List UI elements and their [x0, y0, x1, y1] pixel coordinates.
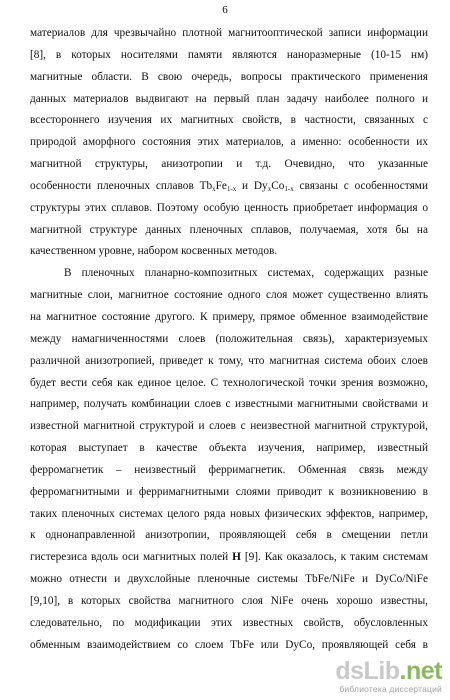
text-line: будет вести себя как единое целое. С технологической точки зрения возможно, — [30, 376, 428, 389]
text-line: структуры этих сплавов. Поэтому особую ценность приобретает информация о — [30, 201, 428, 214]
field-line — [30, 547, 428, 569]
text-line: материалов для чрезвычайно плотной магнитооптической записи информации — [30, 27, 428, 39]
watermark-subtitle: библиотека диссертаций — [339, 684, 442, 694]
logo-accent: .net — [399, 657, 442, 685]
text-line: природой аморфного состояния этих материалов, а именно: особенности их — [30, 136, 428, 149]
text-run: Co — [271, 179, 285, 192]
paragraph-1 — [30, 23, 428, 263]
text-run: связаны с особенностями — [293, 179, 428, 192]
logo-main: dsLib — [335, 657, 400, 685]
subscript: 1-x — [284, 184, 294, 193]
text-line: к однонаправленной анизотропии, проявляющей себя в смещении петли — [30, 529, 428, 542]
text-line: ферромагнитными и ферримагнитными слоями приводит к возникновению в — [30, 485, 428, 498]
text-line: В пленочных планарно-композитных системах, содержащих разные — [64, 267, 428, 280]
text-line: можно отнести и двухслойные пленочные системы TbFe/NiFe и DyCo/NiFe — [30, 573, 428, 586]
text-run: гистерезиса вдоль оси магнитных полей — [30, 551, 233, 564]
text-line: таких пленочных системах целого ряда новых физических эффектов, например, — [30, 507, 428, 520]
text-line: магнитной структуре данных пленочных сплавов, получаемая, хотя бы на — [30, 223, 428, 236]
text-line: которая выступает в качестве объекта изучения, например, известный — [30, 442, 428, 455]
text-line: между намагниченностями слоев (положительная связь), характеризуемых — [30, 332, 428, 345]
page-number: 6 — [222, 4, 228, 16]
text-line: известной магнитной структурой и слоев с неизвестной магнитной структурой, — [30, 420, 428, 433]
watermark-logo — [324, 658, 442, 684]
text-line: различной анизотропией, приведет к тому, что магнитная система обоих слоев — [30, 354, 428, 367]
subscript: x — [267, 184, 272, 193]
text-line: магнитные области. В свою очередь, вопросы практического применения — [30, 70, 428, 83]
paragraph-2 — [30, 263, 428, 656]
subscript: 1-x — [226, 184, 237, 193]
text-line: качественном уровне, набором косвенных методов. — [30, 245, 278, 258]
text-line: например, получать комбинации слоев с известными магнитными свойствами и — [30, 398, 428, 411]
text-line: обменным взаимодействием со слоем TbFe или DyCo, проявляющей себя в — [30, 638, 428, 651]
text-line: ферромагнетик – неизвестный ферримагнетик. Обменная связь между — [30, 463, 428, 476]
document-body — [30, 23, 428, 656]
dslib-watermark[interactable] — [324, 658, 442, 694]
text-line: магнитной структуры, анизотропии и т.д. Очевидно, что указанные — [30, 158, 428, 171]
text-line: следовательно, по модификации этих известных свойств, обусловленных — [30, 616, 428, 629]
formula-line — [30, 176, 428, 198]
text-run: Fe — [215, 179, 227, 192]
text-line: данных материалов выдвигают на первый план задачу наиболее полного и — [30, 92, 428, 105]
subscript: x — [212, 184, 216, 193]
text-line: [9,10], в которых свойства магнитного слоя NiFe очень хорошо известны, — [30, 594, 428, 607]
text-run: особенности пленочных сплавов Tb — [30, 179, 213, 192]
text-line: на магнитное состояние другого. К примеру, прямое обменное взаимодействие — [30, 310, 428, 323]
text-run: [9]. Как оказалось, к таким системам — [240, 551, 429, 564]
text-line: [8], в которых носителями памяти являются наноразмерные (10-15 нм) — [30, 48, 428, 61]
text-line: всестороннего изучения их магнитных свойств, в частности, связанных с — [30, 114, 428, 127]
text-run: и Dy — [236, 179, 268, 192]
text-line: магнитные слои, магнитное состояние одного слоя может существенно влиять — [30, 289, 428, 302]
bold-symbol: H — [232, 551, 241, 564]
